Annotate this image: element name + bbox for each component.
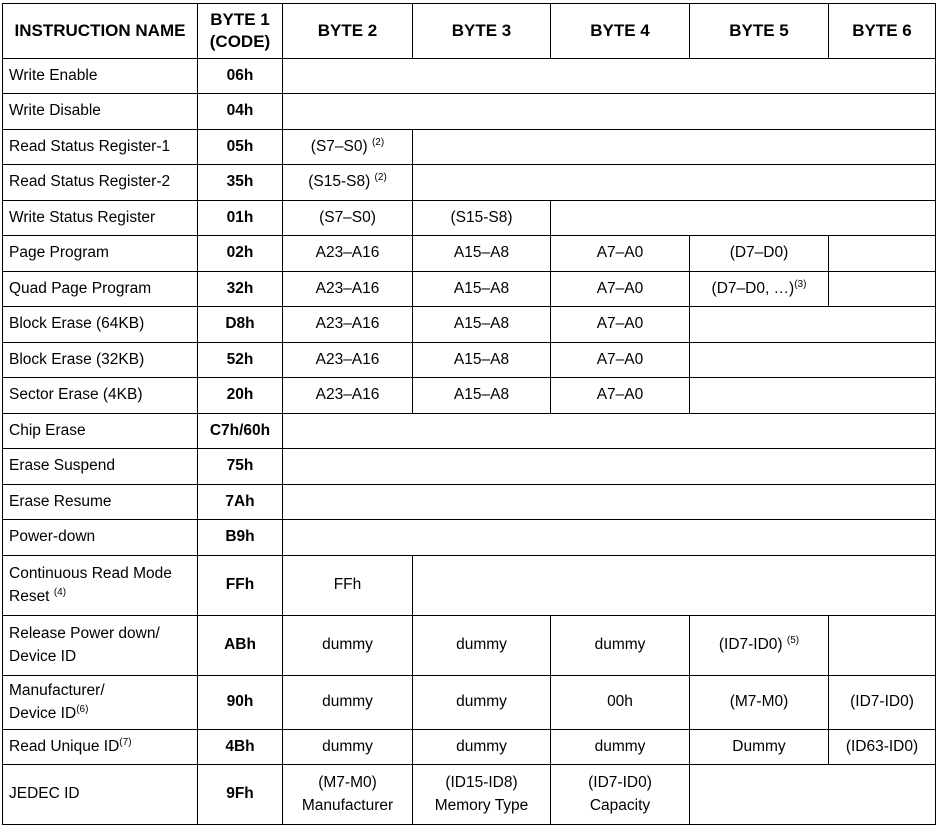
byte2-cell: A23–A16 bbox=[283, 378, 413, 414]
byte2-cell: dummy bbox=[283, 676, 413, 730]
byte5-cell bbox=[690, 272, 829, 307]
table-row bbox=[3, 765, 936, 825]
byte3-cell bbox=[413, 765, 551, 825]
instruction-name: Power-down bbox=[3, 520, 198, 556]
byte2-cell: dummy bbox=[283, 730, 413, 765]
byte2-value: (S7–S0) bbox=[310, 137, 368, 155]
byte2-cell: (S7–S0) bbox=[283, 201, 413, 236]
instruction-name: JEDEC ID bbox=[3, 765, 198, 825]
empty-cell bbox=[829, 616, 936, 676]
header-byte4: BYTE 4 bbox=[551, 4, 690, 59]
instruction-code: 20h bbox=[198, 378, 283, 414]
instruction-name: Block Erase (64KB) bbox=[3, 307, 198, 343]
byte3-line1: (ID15-ID8) bbox=[445, 774, 518, 792]
byte5-cell bbox=[690, 616, 829, 676]
table-row bbox=[3, 201, 936, 236]
byte3-cell: A15–A8 bbox=[413, 272, 551, 307]
byte3-line2: Memory Type bbox=[434, 796, 529, 814]
byte4-cell: dummy bbox=[551, 730, 690, 765]
empty-cell bbox=[690, 378, 936, 414]
header-byte5: BYTE 5 bbox=[690, 4, 829, 59]
byte2-value: (S15-S8) bbox=[308, 173, 371, 191]
instruction-code: D8h bbox=[198, 307, 283, 343]
empty-cell bbox=[690, 343, 936, 378]
empty-cell bbox=[829, 236, 936, 272]
byte3-cell: (S15-S8) bbox=[413, 201, 551, 236]
instruction-name-line2: Device ID bbox=[9, 647, 77, 665]
byte4-cell: A7–A0 bbox=[551, 343, 690, 378]
table-row bbox=[3, 556, 936, 616]
instruction-code: B9h bbox=[198, 520, 283, 556]
instruction-name: Write Disable bbox=[3, 94, 198, 130]
byte4-line1: (ID7-ID0) bbox=[588, 774, 652, 792]
instruction-name: Quad Page Program bbox=[3, 272, 198, 307]
instruction-name: Read Status Register-2 bbox=[3, 165, 198, 201]
table-row bbox=[3, 343, 936, 378]
byte4-cell: A7–A0 bbox=[551, 272, 690, 307]
instruction-name-line1: Release Power down/ bbox=[9, 625, 160, 643]
byte4-cell: A7–A0 bbox=[551, 378, 690, 414]
table-row bbox=[3, 378, 936, 414]
byte3-cell: dummy bbox=[413, 616, 551, 676]
table-row bbox=[3, 485, 936, 520]
byte4-cell bbox=[551, 765, 690, 825]
byte2-cell bbox=[283, 130, 413, 165]
instruction-code: 32h bbox=[198, 272, 283, 307]
footnote-ref: (7) bbox=[119, 736, 132, 748]
byte3-cell: A15–A8 bbox=[413, 236, 551, 272]
header-byte2: BYTE 2 bbox=[283, 4, 413, 59]
instruction-name: Erase Resume bbox=[3, 485, 198, 520]
instruction-name: Erase Suspend bbox=[3, 449, 198, 485]
byte4-cell: 00h bbox=[551, 676, 690, 730]
byte4-cell: A7–A0 bbox=[551, 236, 690, 272]
table-row bbox=[3, 236, 936, 272]
instruction-name bbox=[3, 676, 198, 730]
instruction-name: Sector Erase (4KB) bbox=[3, 378, 198, 414]
byte5-cell: Dummy bbox=[690, 730, 829, 765]
byte5-value: (D7–D0, …) bbox=[711, 279, 795, 297]
empty-cell bbox=[283, 94, 936, 130]
byte5-value: (ID7-ID0) bbox=[718, 636, 783, 654]
empty-cell bbox=[551, 201, 936, 236]
byte2-cell: dummy bbox=[283, 616, 413, 676]
instruction-code: 35h bbox=[198, 165, 283, 201]
instruction-name-line2: Device ID bbox=[9, 704, 77, 722]
empty-cell bbox=[413, 556, 936, 616]
byte2-line2: Manufacturer bbox=[301, 796, 394, 814]
byte5-cell: (D7–D0) bbox=[690, 236, 829, 272]
footnote-ref: (6) bbox=[76, 703, 89, 715]
byte3-cell: A15–A8 bbox=[413, 343, 551, 378]
empty-cell bbox=[283, 485, 936, 520]
byte2-line1: (M7-M0) bbox=[318, 774, 377, 792]
instruction-code: 01h bbox=[198, 201, 283, 236]
byte4-cell: dummy bbox=[551, 616, 690, 676]
byte4-line2: Capacity bbox=[589, 796, 651, 814]
table-row bbox=[3, 730, 936, 765]
empty-cell bbox=[283, 414, 936, 449]
empty-cell bbox=[413, 165, 936, 201]
footnote-ref: (4) bbox=[53, 586, 67, 598]
table-row bbox=[3, 130, 936, 165]
instruction-code: 90h bbox=[198, 676, 283, 730]
byte2-cell: A23–A16 bbox=[283, 343, 413, 378]
byte2-cell bbox=[283, 165, 413, 201]
empty-cell bbox=[413, 130, 936, 165]
instruction-table bbox=[2, 3, 936, 825]
footnote-ref: (3) bbox=[794, 278, 807, 290]
header-byte1: BYTE 1 (CODE) bbox=[198, 4, 283, 59]
header-byte6: BYTE 6 bbox=[829, 4, 936, 59]
empty-cell bbox=[690, 307, 936, 343]
empty-cell bbox=[283, 449, 936, 485]
table-row bbox=[3, 59, 936, 94]
instruction-name: Page Program bbox=[3, 236, 198, 272]
instruction-code: C7h/60h bbox=[198, 414, 283, 449]
instruction-name: Chip Erase bbox=[3, 414, 198, 449]
instruction-code: ABh bbox=[198, 616, 283, 676]
empty-cell bbox=[829, 272, 936, 307]
instruction-code: 52h bbox=[198, 343, 283, 378]
instruction-name: Write Enable bbox=[3, 59, 198, 94]
empty-cell bbox=[283, 59, 936, 94]
instruction-name bbox=[3, 616, 198, 676]
byte4-cell: A7–A0 bbox=[551, 307, 690, 343]
table-row bbox=[3, 520, 936, 556]
instruction-code: 9Fh bbox=[198, 765, 283, 825]
byte2-cell bbox=[283, 765, 413, 825]
instruction-name-text: Read Unique ID bbox=[9, 737, 120, 755]
header-instruction-name: INSTRUCTION NAME bbox=[3, 4, 198, 59]
instruction-name-line1: Continuous Read Mode bbox=[9, 565, 172, 583]
instruction-name-line1: Manufacturer/ bbox=[9, 682, 105, 700]
byte2-cell: A23–A16 bbox=[283, 236, 413, 272]
byte2-cell: FFh bbox=[283, 556, 413, 616]
table-row bbox=[3, 165, 936, 201]
table-row bbox=[3, 676, 936, 730]
empty-cell bbox=[690, 765, 936, 825]
instruction-code: FFh bbox=[198, 556, 283, 616]
table-row bbox=[3, 307, 936, 343]
byte5-cell: (M7-M0) bbox=[690, 676, 829, 730]
table-row bbox=[3, 94, 936, 130]
instruction-code: 06h bbox=[198, 59, 283, 94]
header-byte3: BYTE 3 bbox=[413, 4, 551, 59]
instruction-name-line2: Reset bbox=[9, 587, 50, 605]
instruction-code: 05h bbox=[198, 130, 283, 165]
table-row bbox=[3, 616, 936, 676]
instruction-name: Block Erase (32KB) bbox=[3, 343, 198, 378]
instruction-name bbox=[3, 730, 198, 765]
instruction-name: Read Status Register-1 bbox=[3, 130, 198, 165]
instruction-name: Write Status Register bbox=[3, 201, 198, 236]
byte3-cell: A15–A8 bbox=[413, 307, 551, 343]
footnote-ref: (5) bbox=[786, 635, 800, 647]
byte3-cell: dummy bbox=[413, 676, 551, 730]
byte6-cell: (ID7-ID0) bbox=[829, 676, 936, 730]
instruction-code: 02h bbox=[198, 236, 283, 272]
instruction-code: 7Ah bbox=[198, 485, 283, 520]
byte3-cell: A15–A8 bbox=[413, 378, 551, 414]
empty-cell bbox=[283, 520, 936, 556]
instruction-code: 75h bbox=[198, 449, 283, 485]
instruction-code: 04h bbox=[198, 94, 283, 130]
table-row bbox=[3, 414, 936, 449]
byte6-cell: (ID63-ID0) bbox=[829, 730, 936, 765]
table-row bbox=[3, 272, 936, 307]
byte3-cell: dummy bbox=[413, 730, 551, 765]
footnote-ref: (2) bbox=[371, 136, 385, 148]
instruction-code: 4Bh bbox=[198, 730, 283, 765]
footnote-ref: (2) bbox=[374, 172, 387, 184]
byte2-cell: A23–A16 bbox=[283, 307, 413, 343]
table-row bbox=[3, 449, 936, 485]
byte2-cell: A23–A16 bbox=[283, 272, 413, 307]
header-row bbox=[3, 4, 936, 59]
instruction-name bbox=[3, 556, 198, 616]
